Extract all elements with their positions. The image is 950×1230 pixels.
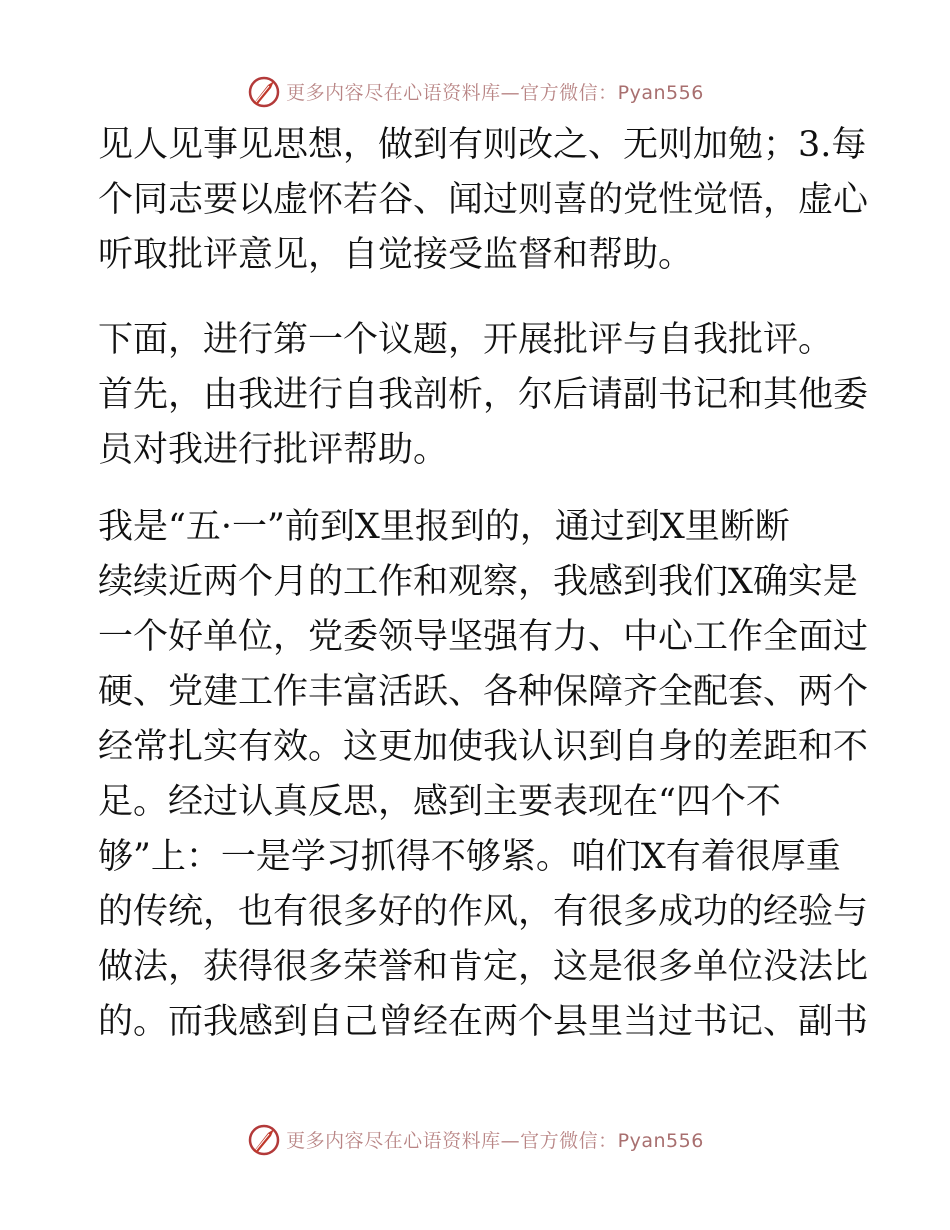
pen-circle-logo-icon <box>246 73 282 109</box>
footer-banner <box>0 1119 950 1159</box>
paragraph-3 <box>98 500 868 1050</box>
text-line: 的。而我感到自己曾经在两个县里当过书记、副书 <box>98 1002 869 1042</box>
footer-banner-text <box>286 1126 704 1153</box>
text-line: 够”上：一是学习抓得不够紧。咱们X有着很厚重 <box>98 837 841 877</box>
text-line: 首先，由我进行自我剖析，尔后请副书记和其他委 <box>98 375 869 415</box>
paragraph-2 <box>98 313 868 478</box>
text-line: 一个好单位，党委领导坚强有力、中心工作全面过 <box>98 617 869 657</box>
text-line: 个同志要以虚怀若谷、闻过则喜的党性觉悟，虚心 <box>98 180 869 220</box>
text-line: 续续近两个月的工作和观察，我感到我们X确实是 <box>98 562 858 602</box>
text-line: 员对我进行批评帮助。 <box>98 430 449 470</box>
text-line: 做法，获得很多荣誉和肯定，这是很多单位没法比 <box>98 947 869 987</box>
text-line: 听取批评意见，自觉接受监督和帮助。 <box>98 235 694 275</box>
header-banner <box>0 71 950 111</box>
text-line: 经常扎实有效。这更加使我认识到自身的差距和不 <box>98 727 869 767</box>
text-line: 我是“五·一”前到X里报到的，通过到X里断断 <box>98 507 790 547</box>
header-banner-label: 更多内容尽在心语资料库—官方微信： <box>286 81 618 104</box>
paragraph-1 <box>98 118 868 283</box>
text-line: 硬、党建工作丰富活跃、各种保障齐全配套、两个 <box>98 672 869 712</box>
text-line: 的传统，也有很多好的作风，有很多成功的经验与 <box>98 892 869 932</box>
text-line: 足。经过认真反思，感到主要表现在“四个不 <box>98 782 781 822</box>
header-banner-wechat: Pyan556 <box>617 81 704 104</box>
pen-circle-logo-icon <box>246 1121 282 1157</box>
footer-banner-label: 更多内容尽在心语资料库—官方微信： <box>286 1129 618 1152</box>
footer-banner-wechat: Pyan556 <box>617 1129 704 1152</box>
text-line: 见人见事见思想，做到有则改之、无则加勉；3.每 <box>98 125 867 165</box>
text-line: 下面，进行第一个议题，开展批评与自我批评。 <box>98 320 834 360</box>
header-banner-text <box>286 78 704 105</box>
